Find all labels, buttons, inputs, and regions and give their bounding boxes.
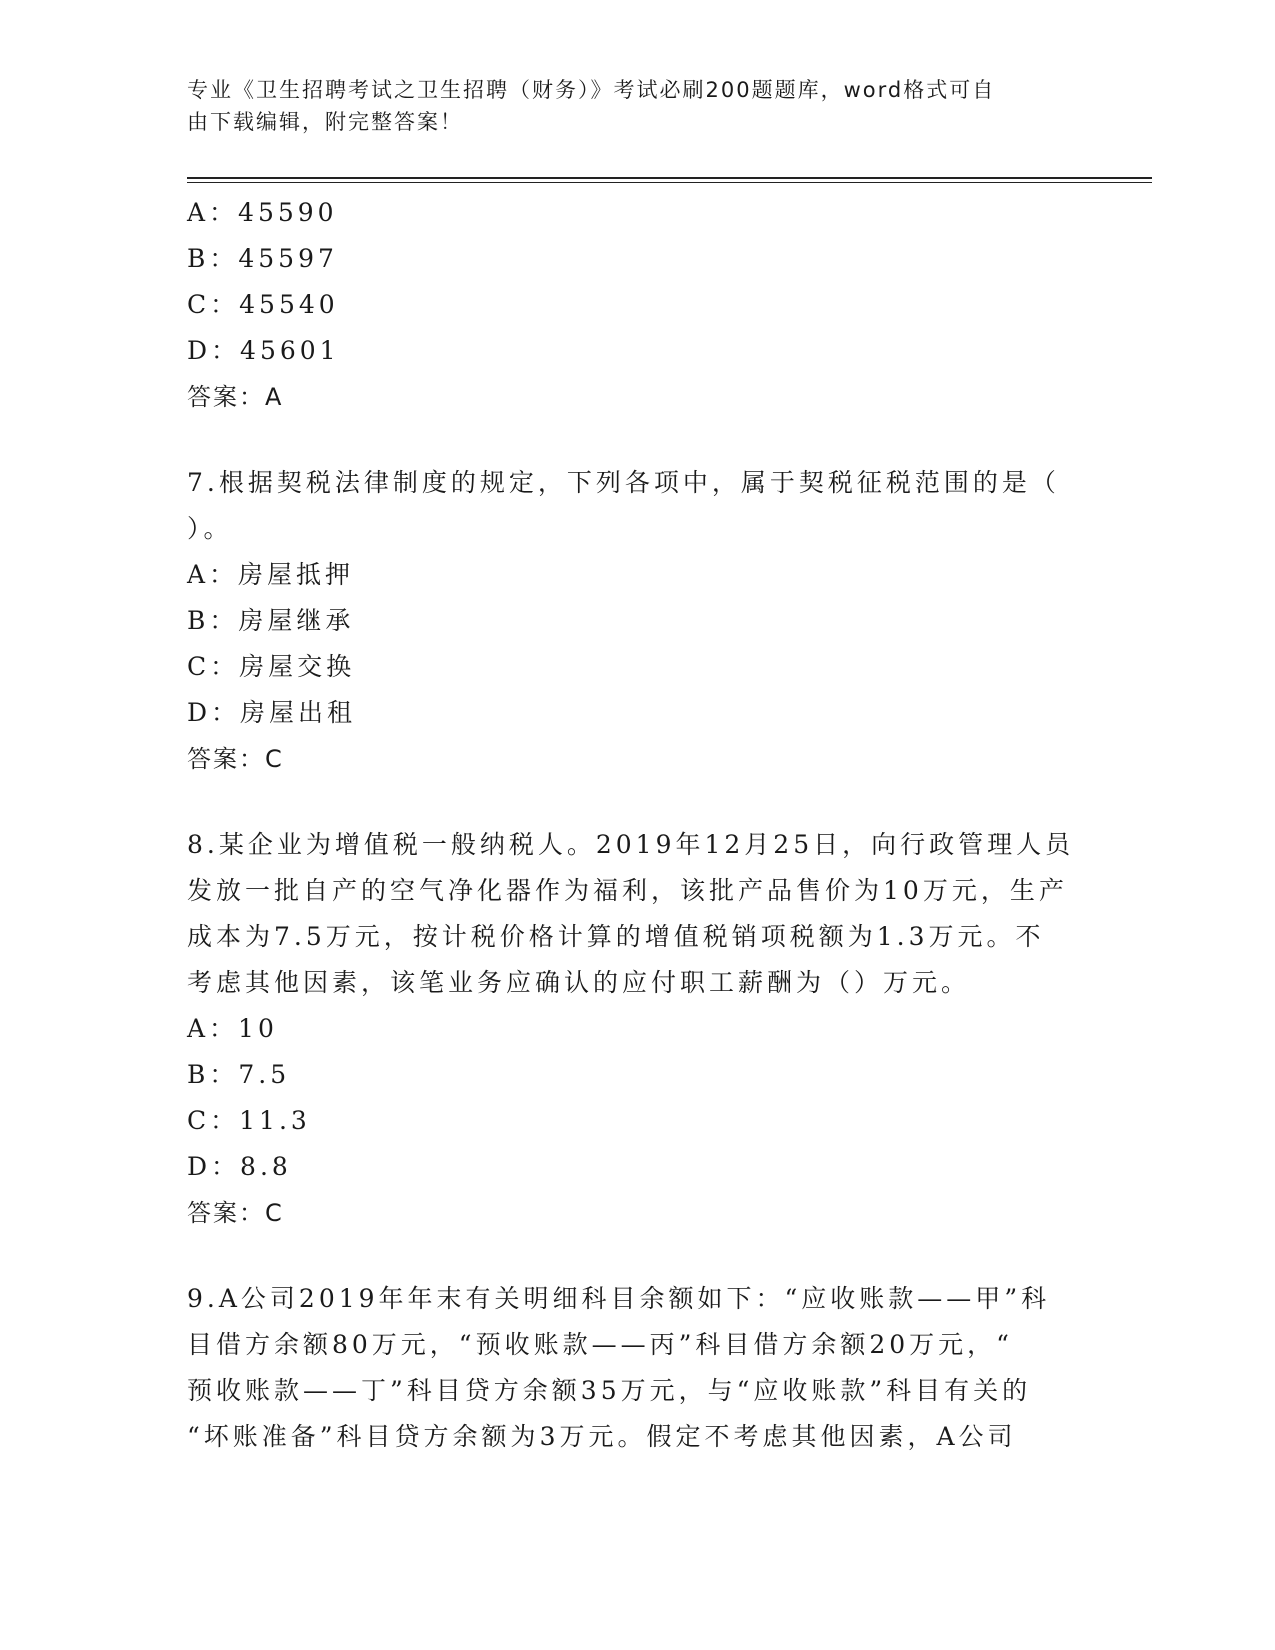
header-rule-thick <box>187 177 1152 179</box>
header-line-2: 由下载编辑，附完整答案！ <box>187 110 463 134</box>
option-d: D：房屋出租 <box>187 698 357 727</box>
option-a: A：房屋抵押 <box>187 560 355 589</box>
option-b: B：7.5 <box>187 1060 291 1089</box>
spacer <box>187 420 1087 460</box>
question-9 <box>187 1276 1087 1460</box>
question-text-line: 7.根据契税法律制度的规定，下列各项中，属于契税征税范围的是（ <box>187 468 1060 497</box>
option-d: D：8.8 <box>187 1152 292 1181</box>
header-rule-thin <box>187 182 1152 183</box>
question-text-line: 目借方余额80万元，“预收账款——丙”科目借方余额20万元，“ <box>187 1330 1013 1359</box>
question-text-line: 考虑其他因素，该笔业务应确认的应付职工薪酬为（）万元。 <box>187 968 971 997</box>
option-c: C：45540 <box>187 290 339 319</box>
answer: 答案：C <box>187 745 284 773</box>
option-a: A：10 <box>187 1014 278 1043</box>
spacer <box>187 782 1087 822</box>
question-text-line: 预收账款——丁”科目贷方余额35万元，与“应收账款”科目有关的 <box>187 1376 1032 1405</box>
answer: 答案：A <box>187 383 284 411</box>
question-text-line: 成本为7.5万元，按计税价格计算的增值税销项税额为1.3万元。不 <box>187 922 1045 951</box>
option-a: A：45590 <box>187 198 338 227</box>
option-b: B：房屋继承 <box>187 606 355 635</box>
question-6 <box>187 190 1087 420</box>
option-c: C：房屋交换 <box>187 652 356 681</box>
question-8 <box>187 822 1087 1236</box>
document-header <box>187 74 1057 138</box>
question-text-line: ）。 <box>187 514 233 543</box>
question-text-line: 8.某企业为增值税一般纳税人。2019年12月25日，向行政管理人员 <box>187 830 1075 859</box>
option-b: B：45597 <box>187 244 338 273</box>
question-text-line: “坏账准备”科目贷方余额为3万元。假定不考虑其他因素，A公司 <box>187 1422 1017 1451</box>
question-text-line: 发放一批自产的空气净化器作为福利，该批产品售价为10万元，生产 <box>187 876 1068 905</box>
answer: 答案：C <box>187 1199 284 1227</box>
question-7 <box>187 460 1087 782</box>
question-list <box>187 190 1087 1460</box>
option-d: D：45601 <box>187 336 340 365</box>
spacer <box>187 1236 1087 1276</box>
header-line-1: 专业《卫生招聘考试之卫生招聘（财务）》考试必刷200题题库，word格式可自 <box>187 78 996 102</box>
option-c: C：11.3 <box>187 1106 311 1135</box>
question-text-line: 9.A公司2019年年末有关明细科目余额如下：“应收账款——甲”科 <box>187 1284 1051 1313</box>
